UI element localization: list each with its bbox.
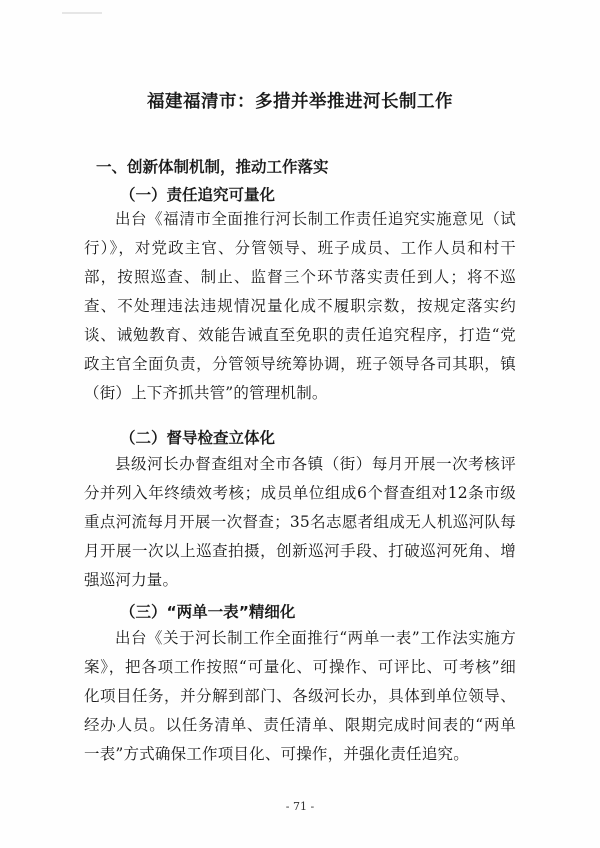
paragraph-2: 县级河长办督查组对全市各镇（街）每月开展一次考核评分并列入年终绩效考核；成员单位组成6个督查组对12条市级重点河流每月开展一次督查；35名志愿者组成无人机巡河队每月开展一次以上巡查拍摄，创新巡河手段、打破巡河死角、增强巡河力量。 (84, 455, 516, 589)
page-number: - 71 - (285, 800, 315, 813)
paragraph-3: 出台《关于河长制工作全面推行“两单一表”工作法实施方案》，把各项工作按照“可量化、可操作、可评比、可考核”细化项目任务，并分解到部门、各级河长办，具体到单位领导、经办人员。以任务清单、责任清单、限期完成时间表的“两单一表”方式确保工作项目化、可操作，并强化责任追究。 (84, 629, 516, 763)
subsection-heading-2: （二）督导检查立体化 (120, 429, 276, 447)
subsection-heading-3: （三）“两单一表”精细化 (120, 603, 296, 621)
scan-artifact (62, 12, 102, 14)
document-title: 福建福清市：多措并举推进河长制工作 (147, 92, 453, 112)
paragraph-1: 出台《福清市全面推行河长制工作责任追究实施意见（试行）》，对党政主官、分管领导、班子成员、工作人员和村干部，按照巡查、制止、监督三个环节落实责任到人；将不巡查、不处理违法违规情况量化成不履职宗数，按规定落实约谈、诫勉教育、效能告诫直至免职的责任追究程序，打造“党政主官全面负责，分管领导统筹协调，班子领导各司其职，镇（街）上下齐抓共管”的管理机制。 (84, 210, 516, 402)
subsection-heading-1: （一）责任追究可量化 (120, 186, 276, 204)
section-heading: 一、创新体制机制，推动工作落实 (96, 158, 329, 176)
